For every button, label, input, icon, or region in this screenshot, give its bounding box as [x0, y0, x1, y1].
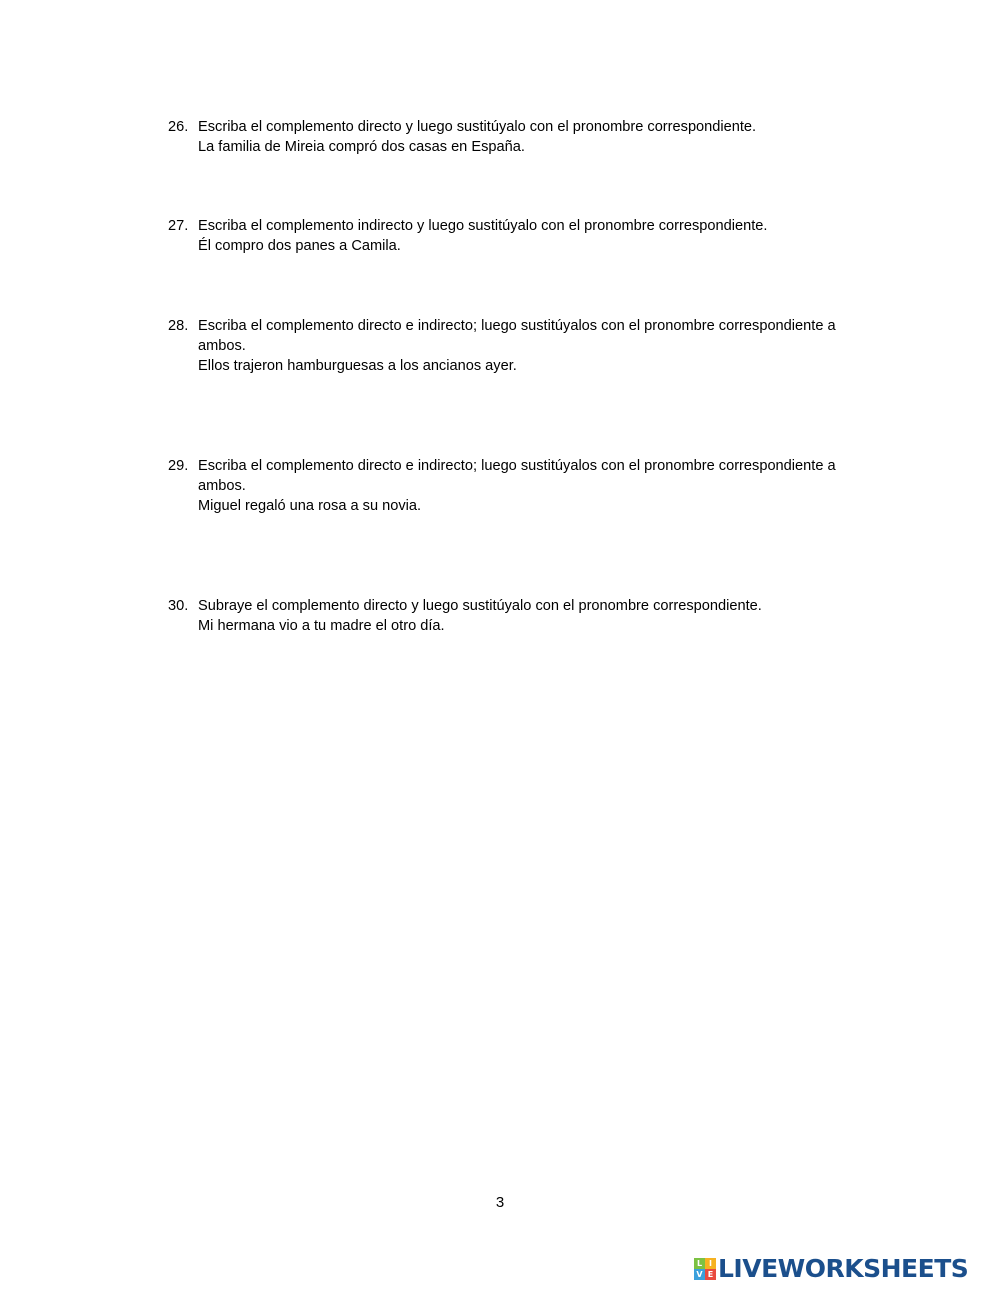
question-number: 30. [168, 598, 189, 614]
question-30 [168, 596, 868, 636]
question-28 [168, 316, 868, 376]
question-sentence: Ellos trajeron hamburguesas a los ancianos ayer. [198, 358, 517, 374]
logo-letter-e: E [705, 1269, 716, 1280]
question-instruction: Escriba el complemento indirecto y luego sustitúyalo con el pronombre correspondiente. [198, 218, 768, 234]
question-number: 28. [168, 318, 189, 334]
question-sentence: Miguel regaló una rosa a su novia. [198, 498, 422, 514]
logo-letter-l: L [694, 1258, 705, 1269]
question-sentence: Él compro dos panes a Camila. [198, 238, 401, 254]
question-sentence: Mi hermana vio a tu madre el otro día. [198, 618, 445, 634]
logo-letter-v: V [694, 1269, 705, 1280]
question-27 [168, 216, 868, 256]
logo-letter-i: I [705, 1258, 716, 1269]
question-instruction: Escriba el complemento directo e indirecto; luego sustitúyalos con el pronombre correspondiente a ambos. [198, 318, 836, 354]
question-sentence: La familia de Mireia compró dos casas en España. [198, 139, 525, 155]
question-number: 29. [168, 458, 189, 474]
question-number: 27. [168, 218, 189, 234]
brand-name: LIVEWORKSHEETS [718, 1254, 969, 1283]
liveworksheets-logo [694, 1255, 968, 1283]
page-number: 3 [495, 1194, 505, 1211]
question-instruction: Escriba el complemento directo y luego sustitúyalo con el pronombre correspondiente. [198, 119, 757, 135]
question-number: 26. [168, 119, 189, 135]
question-instruction: Escriba el complemento directo e indirecto; luego sustitúyalos con el pronombre correspondiente a ambos. [198, 458, 836, 494]
live-squares-icon [694, 1258, 716, 1280]
question-29 [168, 456, 868, 516]
question-26 [168, 117, 868, 157]
question-instruction: Subraye el complemento directo y luego sustitúyalo con el pronombre correspondiente. [198, 598, 762, 614]
